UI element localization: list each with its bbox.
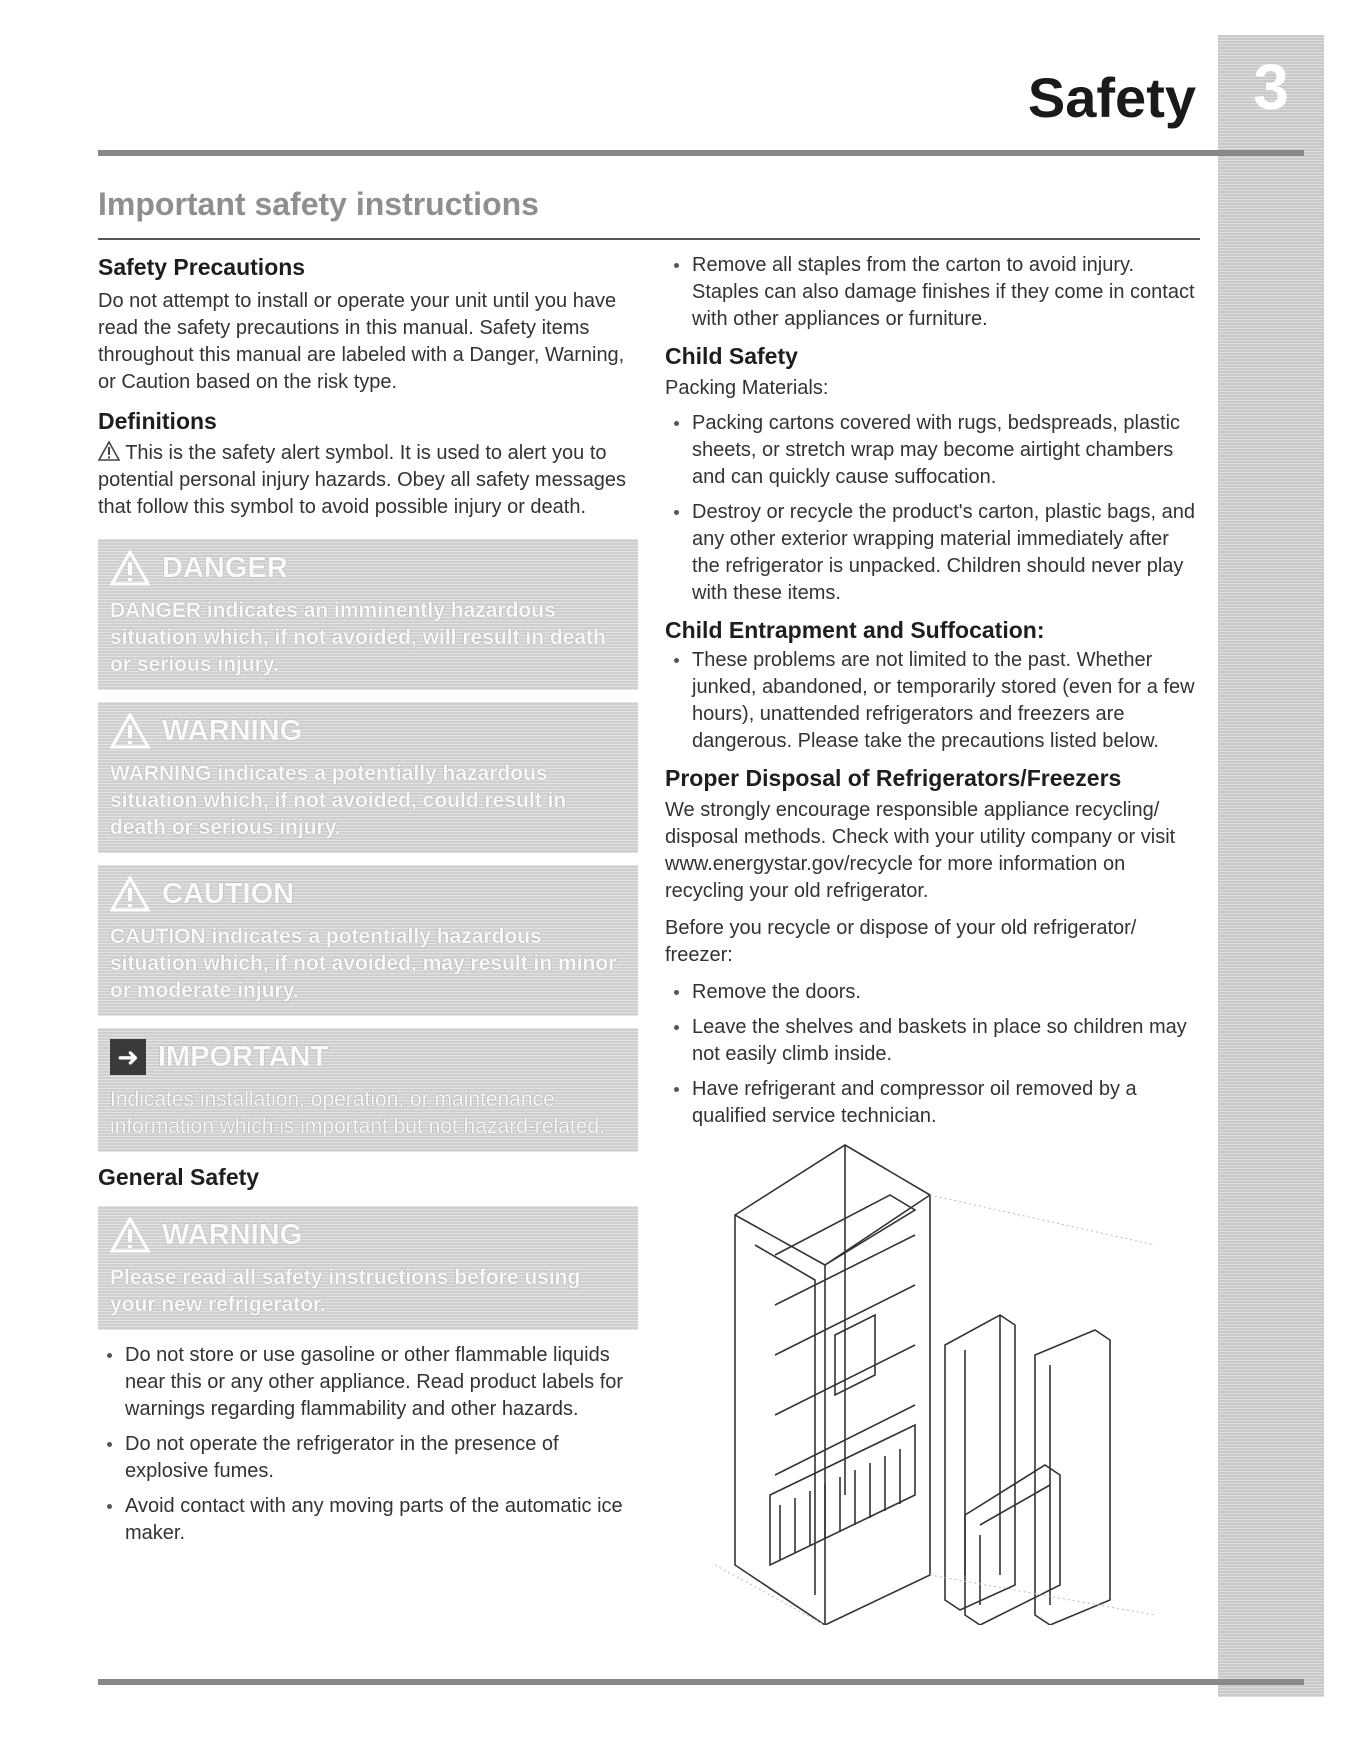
entrapment-list <box>665 647 1200 755</box>
refrigerator-doors-removed-illustration <box>715 1135 1155 1625</box>
warning-text: WARNING indicates a potentially hazardous situation which, if not avoided, could result in death or serious injury. <box>110 762 567 839</box>
safety-precautions-heading: Safety Precautions <box>98 254 306 280</box>
general-safety-list <box>98 1342 638 1547</box>
list-item: Destroy or recycle the product's carton, plastic bags, and any other exterior wrapping material immediately after the refrigerator is unpacked. Children should never play with these items. <box>665 499 1200 607</box>
left-column <box>98 252 638 1555</box>
list-item: Do not operate the refrigerator in the presence of explosive fumes. <box>98 1431 638 1485</box>
safety-alert-icon <box>110 713 150 749</box>
definitions-heading: Definitions <box>98 408 217 434</box>
chapter-side-tab <box>1218 35 1324 1697</box>
safety-precautions-text: Do not attempt to install or operate your unit until you have read the safety precautions in this manual. Safety items throughout this manual are labeled with a Danger, Warning, or Caution based on the risk type. <box>98 290 625 393</box>
definitions-text: This is the safety alert symbol. It is used to alert you to potential personal injury hazards. Obey all safety messages that follow this symbol to avoid possible injury or death. <box>98 442 627 518</box>
general-warning-title-row <box>110 1216 626 1254</box>
heading-divider <box>98 238 1200 240</box>
important-box <box>98 1028 638 1152</box>
important-title: IMPORTANT <box>158 1041 329 1073</box>
general-warning-text: Please read all safety instructions before using your new refrigerator. <box>110 1266 581 1316</box>
packing-list <box>665 410 1200 607</box>
packing-materials-label: Packing Materials: <box>665 377 829 399</box>
warning-box <box>98 702 638 853</box>
safety-alert-icon <box>110 550 150 586</box>
arrow-right-box-icon: ➜ <box>110 1039 146 1075</box>
page-heading: Important safety instructions <box>98 186 539 222</box>
caution-title: CAUTION <box>162 878 295 910</box>
important-title-row <box>110 1038 626 1076</box>
general-warning-title: WARNING <box>162 1219 303 1251</box>
disposal-text-1: We strongly encourage responsible appliance recycling/ disposal methods. Check with your utility company or visit www.energystar.gov/recycle for more information on recycling your old refrigerator. <box>665 799 1176 902</box>
list-item: Do not store or use gasoline or other flammable liquids near this or any other appliance. Read product labels for warnings regarding flammability and other hazards. <box>98 1342 638 1423</box>
important-text: Indicates installation, operation, or maintenance information which is important but not hazard-related. <box>110 1088 605 1138</box>
list-item: Avoid contact with any moving parts of the automatic ice maker. <box>98 1493 638 1547</box>
safety-alert-icon <box>110 876 150 912</box>
safety-alert-icon <box>98 441 120 461</box>
list-item: Packing cartons covered with rugs, bedspreads, plastic sheets, or stretch wrap may become airtight chambers and can quickly cause suffocation. <box>665 410 1200 491</box>
list-item: Have refrigerant and compressor oil removed by a qualified service technician. <box>665 1076 1200 1130</box>
danger-text: DANGER indicates an imminently hazardous situation which, if not avoided, will result in death or serious injury. <box>110 599 606 676</box>
disposal-list <box>665 979 1200 1130</box>
chapter-number: 3 <box>1253 51 1289 123</box>
warning-title: WARNING <box>162 715 303 747</box>
danger-title: DANGER <box>162 552 288 584</box>
staples-list <box>665 252 1200 333</box>
top-divider <box>98 150 1304 156</box>
definitions-paragraph <box>98 440 638 521</box>
caution-title-row <box>110 875 626 913</box>
general-safety-heading: General Safety <box>98 1164 260 1190</box>
child-safety-heading: Child Safety <box>665 343 798 369</box>
caution-text: CAUTION indicates a potentially hazardous situation which, if not avoided, may result in minor or moderate injury. <box>110 925 617 1002</box>
entrapment-heading: Child Entrapment and Suffocation: <box>665 617 1045 643</box>
bottom-divider <box>98 1679 1304 1685</box>
general-warning-box <box>98 1206 638 1330</box>
right-column <box>665 252 1200 1138</box>
disposal-text-2: Before you recycle or dispose of your old refrigerator/ freezer: <box>665 917 1137 966</box>
safety-alert-icon <box>110 1217 150 1253</box>
disposal-heading: Proper Disposal of Refrigerators/Freezers <box>665 765 1122 791</box>
list-item: Remove the doors. <box>665 979 1200 1006</box>
caution-box <box>98 865 638 1016</box>
danger-title-row <box>110 549 626 587</box>
list-item: Remove all staples from the carton to avoid injury. Staples can also damage finishes if they come in contact with other appliances or furniture. <box>665 252 1200 333</box>
danger-box <box>98 539 638 690</box>
chapter-title: Safety <box>1027 66 1196 129</box>
list-item: Leave the shelves and baskets in place so children may not easily climb inside. <box>665 1014 1200 1068</box>
warning-title-row <box>110 712 626 750</box>
list-item: These problems are not limited to the past. Whether junked, abandoned, or temporarily stored (even for a few hours), unattended refrigerators and freezers are dangerous. Please take the precautions listed below. <box>665 647 1200 755</box>
